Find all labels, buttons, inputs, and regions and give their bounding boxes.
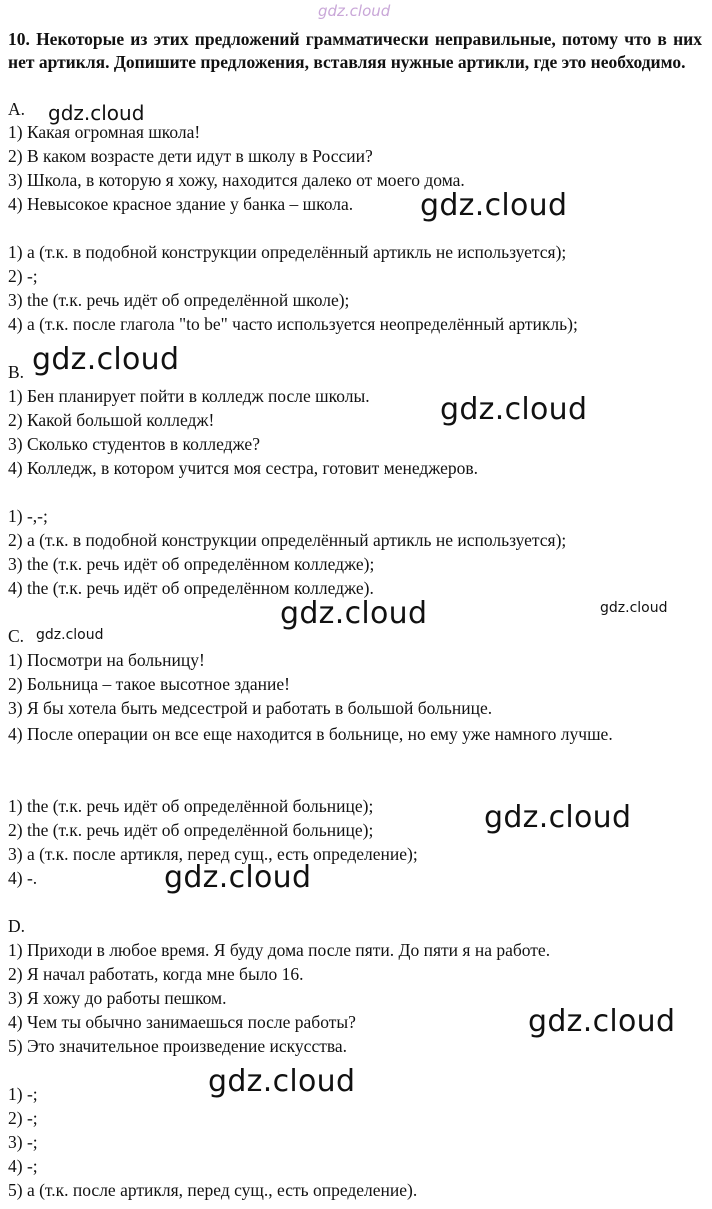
watermark: gdz.cloud — [280, 596, 428, 631]
section-b-answer-2: 2) a (т.к. в подобной конструкции определённый артикль не используется); — [8, 530, 567, 550]
section-b-answer-4: 4) the (т.к. речь идёт об определённом колледже). — [8, 578, 374, 598]
section-a-answer-4: 4) a (т.к. после глагола "to be" часто используется неопределённый артикль); — [8, 314, 578, 334]
section-c-letter: C. — [8, 626, 25, 646]
section-b-answer-3: 3) the (т.к. речь идёт об определённом колледже); — [8, 554, 375, 574]
section-d-answer-5: 5) a (т.к. после артикля, перед сущ., есть определение). — [8, 1180, 418, 1200]
watermark: gdz.cloud — [48, 101, 145, 125]
section-c-sentence-4: 4) После операции он все еще находится в больнице, но ему уже намного лучше. — [8, 724, 613, 744]
section-d-answer-3: 3) -; — [8, 1132, 38, 1152]
section-c-answer-1: 1) the (т.к. речь идёт об определённой больнице); — [8, 796, 374, 816]
header-watermark: gdz.cloud — [318, 2, 391, 20]
watermark: gdz.cloud — [36, 627, 104, 643]
section-d-answer-1: 1) -; — [8, 1084, 38, 1104]
watermark: gdz.cloud — [440, 392, 588, 427]
section-c-sentence-3: 3) Я бы хотела быть медсестрой и работать в большой больнице. — [8, 698, 493, 718]
watermark: gdz.cloud — [164, 860, 312, 895]
section-c-sentence-1: 1) Посмотри на больницу! — [8, 650, 205, 670]
watermark: gdz.cloud — [208, 1064, 356, 1099]
task-heading: 10. Некоторые из этих предложений грамматически неправильные, потому что в них нет артикля. Допишите предложения, вставляя нужные артикли, где это необходимо. — [8, 29, 702, 72]
watermark: gdz.cloud — [528, 1004, 676, 1039]
section-c-answer-3: 3) a (т.к. после артикля, перед сущ., есть определение); — [8, 844, 418, 864]
watermark: gdz.cloud — [484, 800, 632, 835]
section-d-sentence-1: 1) Приходи в любое время. Я буду дома после пяти. До пяти я на работе. — [8, 940, 551, 960]
section-d-sentence-2: 2) Я начал работать, когда мне было 16. — [8, 964, 304, 984]
section-a-letter: A. — [8, 99, 26, 119]
watermark: gdz.cloud — [32, 342, 180, 377]
section-a-sentence-1: 1) Какая огромная школа! — [8, 122, 201, 142]
section-a-sentence-3: 3) Школа, в которую я хожу, находится далеко от моего дома. — [8, 170, 465, 190]
section-d-answer-4: 4) -; — [8, 1156, 38, 1176]
section-c-sentence-2: 2) Больница – такое высотное здание! — [8, 674, 290, 694]
section-c-answer-2: 2) the (т.к. речь идёт об определённой больнице); — [8, 820, 374, 840]
section-d-answer-2: 2) -; — [8, 1108, 38, 1128]
section-c-answer-4: 4) -. — [8, 868, 38, 888]
section-a-sentence-2: 2) В каком возрасте дети идут в школу в России? — [8, 146, 373, 166]
section-a-sentence-4: 4) Невысокое красное здание у банка – школа. — [8, 194, 354, 214]
section-d-sentence-4: 4) Чем ты обычно занимаешься после работы? — [8, 1012, 356, 1032]
section-d-letter: D. — [8, 916, 26, 936]
section-b-sentence-4: 4) Колледж, в котором учится моя сестра, готовит менеджеров. — [8, 458, 479, 478]
section-a-answer-3: 3) the (т.к. речь идёт об определённой школе); — [8, 290, 350, 310]
section-b-sentence-1: 1) Бен планирует пойти в колледж после школы. — [8, 386, 370, 406]
section-b-sentence-2: 2) Какой большой колледж! — [8, 410, 215, 430]
watermark: gdz.cloud — [600, 600, 668, 616]
section-b-answer-1: 1) -,-; — [8, 506, 48, 526]
section-d-sentence-3: 3) Я хожу до работы пешком. — [8, 988, 227, 1008]
section-a-answer-2: 2) -; — [8, 266, 38, 286]
section-a-answer-1: 1) a (т.к. в подобной конструкции определённый артикль не используется); — [8, 242, 567, 262]
section-b-letter: B. — [8, 362, 25, 382]
section-b-sentence-3: 3) Сколько студентов в колледже? — [8, 434, 260, 454]
section-d-sentence-5: 5) Это значительное произведение искусства. — [8, 1036, 348, 1056]
watermark: gdz.cloud — [420, 188, 568, 223]
